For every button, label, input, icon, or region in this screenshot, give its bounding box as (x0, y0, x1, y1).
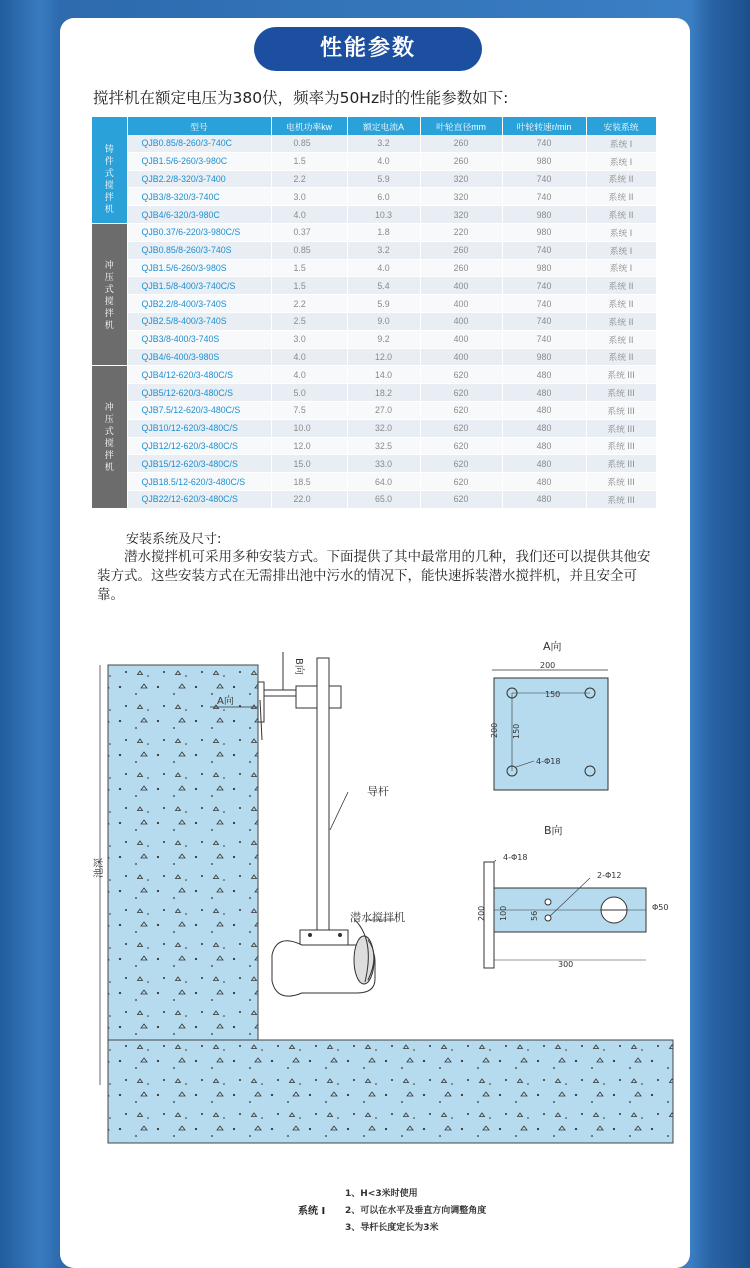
value-cell: 12.0 (347, 348, 420, 366)
model-cell: QJB18.5/12-620/3-480C/S (127, 473, 271, 491)
value-cell: 系统 II (586, 188, 656, 206)
intro-text: 搅拌机在额定电压为380伏，频率为50Hz时的性能参数如下: (93, 89, 509, 107)
model-cell: QJB10/12-620/3-480C/S (127, 419, 271, 437)
value-cell: 32.5 (347, 437, 420, 455)
value-cell: 系统 I (586, 223, 656, 241)
value-cell: 系统 III (586, 366, 656, 384)
value-cell: 系统 II (586, 170, 656, 188)
value-cell: 620 (420, 419, 502, 437)
value-cell: 2.5 (271, 312, 347, 330)
value-cell: 0.37 (271, 223, 347, 241)
value-cell: 400 (420, 330, 502, 348)
value-cell: 620 (420, 401, 502, 419)
value-cell: 980 (502, 152, 586, 170)
value-cell: 5.4 (347, 277, 420, 295)
view-b-dim-small: 56 (530, 910, 539, 921)
header-cell: 叶轮转速r/min (502, 117, 586, 135)
a-direction-label: A向 (217, 696, 234, 707)
value-cell: 32.0 (347, 419, 420, 437)
value-cell: 740 (502, 295, 586, 313)
pool-floor (108, 1040, 673, 1143)
value-cell: 740 (502, 170, 586, 188)
value-cell: 740 (502, 241, 586, 259)
page-title: 性能参数 (254, 27, 482, 71)
system-note: 1、H<3米时使用 (345, 1189, 418, 1199)
view-a-hole-label: 4-Φ18 (536, 757, 561, 766)
value-cell: 4.0 (271, 348, 347, 366)
model-cell: QJB22/12-620/3-480C/S (127, 490, 271, 508)
value-cell: 980 (502, 348, 586, 366)
value-cell: 9.0 (347, 312, 420, 330)
value-cell: 33.0 (347, 455, 420, 473)
value-cell: 系统 III (586, 455, 656, 473)
value-cell: 480 (502, 384, 586, 402)
value-cell: 14.0 (347, 366, 420, 384)
header-cell: 叶轮直径mm (420, 117, 502, 135)
value-cell: 系统 I (586, 152, 656, 170)
value-cell: 1.5 (271, 152, 347, 170)
value-cell: 980 (502, 259, 586, 277)
view-b-dim-length: 300 (558, 960, 574, 969)
value-cell: 980 (502, 223, 586, 241)
value-cell: 5.0 (271, 384, 347, 402)
model-cell: QJB1.5/6-260/3-980S (127, 259, 271, 277)
value-cell: 620 (420, 490, 502, 508)
value-cell: 27.0 (347, 401, 420, 419)
value-cell: 系统 III (586, 401, 656, 419)
value-cell: 系统 II (586, 277, 656, 295)
model-cell: QJB12/12-620/3-480C/S (127, 437, 271, 455)
pool-depth-label: 池深 (94, 858, 105, 878)
value-cell: 260 (420, 152, 502, 170)
value-cell: 740 (502, 277, 586, 295)
view-b-dim-inner: 100 (499, 905, 508, 921)
group-label-text: 冲压式搅拌机 (104, 402, 114, 473)
value-cell: 320 (420, 206, 502, 224)
model-cell: QJB7.5/12-620/3-480C/S (127, 401, 271, 419)
view-a-dim-inner: 150 (545, 690, 561, 699)
view-b-hole-top: 4-Φ18 (503, 853, 528, 862)
view-b-pipe-label: Φ50 (652, 903, 669, 912)
value-cell: 400 (420, 348, 502, 366)
model-cell: QJB3/8-320/3-740C (127, 188, 271, 206)
value-cell: 1.5 (271, 277, 347, 295)
header-cell: 额定电流A (347, 117, 420, 135)
value-cell: 0.85 (271, 241, 347, 259)
view-b-title: B向 (544, 824, 563, 837)
value-cell: 320 (420, 188, 502, 206)
value-cell: 9.2 (347, 330, 420, 348)
value-cell: 系统 III (586, 490, 656, 508)
value-cell: 4.0 (271, 206, 347, 224)
value-cell: 260 (420, 135, 502, 152)
value-cell: 480 (502, 490, 586, 508)
mixer-label: 潜水搅拌机 (350, 911, 405, 924)
value-cell: 7.5 (271, 401, 347, 419)
view-a-title: A向 (543, 640, 562, 653)
value-cell: 620 (420, 473, 502, 491)
model-cell: QJB2.5/8-400/3-740S (127, 312, 271, 330)
value-cell: 320 (420, 170, 502, 188)
value-cell: 220 (420, 223, 502, 241)
value-cell: 3.0 (271, 330, 347, 348)
value-cell: 系统 II (586, 330, 656, 348)
model-cell: QJB2.2/8-320/3-7400 (127, 170, 271, 188)
group-label-text: 铸件式搅拌机 (104, 143, 114, 214)
value-cell: 系统 II (586, 206, 656, 224)
mixer-unit (272, 920, 375, 996)
value-cell: 4.0 (347, 259, 420, 277)
view-b-hole-small: 2-Φ12 (597, 871, 622, 880)
value-cell: 3.2 (347, 135, 420, 152)
value-cell: 2.2 (271, 295, 347, 313)
group-label-text: 冲压式搅拌机 (104, 259, 114, 330)
value-cell: 480 (502, 455, 586, 473)
value-cell: 740 (502, 312, 586, 330)
value-cell: 740 (502, 330, 586, 348)
value-cell: 64.0 (347, 473, 420, 491)
value-cell: 620 (420, 384, 502, 402)
value-cell: 480 (502, 473, 586, 491)
system-label: 系统 I (298, 1206, 326, 1217)
system-notes (345, 1186, 486, 1237)
view-a-dim-outer: 200 (540, 661, 556, 670)
value-cell: 系统 II (586, 312, 656, 330)
value-cell: 740 (502, 135, 586, 152)
value-cell: 系统 III (586, 473, 656, 491)
value-cell: 系统 III (586, 384, 656, 402)
value-cell: 3.2 (347, 241, 420, 259)
model-cell: QJB0.85/8-260/3-740C (127, 135, 271, 152)
value-cell: 10.3 (347, 206, 420, 224)
value-cell: 系统 III (586, 437, 656, 455)
value-cell: 65.0 (347, 490, 420, 508)
value-cell: 22.0 (271, 490, 347, 508)
value-cell: 400 (420, 295, 502, 313)
model-cell: QJB4/6-400/3-980S (127, 348, 271, 366)
value-cell: 620 (420, 366, 502, 384)
value-cell: 1.8 (347, 223, 420, 241)
value-cell: 4.0 (271, 366, 347, 384)
value-cell: 系统 I (586, 135, 656, 152)
value-cell: 620 (420, 455, 502, 473)
value-cell: 0.85 (271, 135, 347, 152)
model-cell: QJB1.5/6-260/3-980C (127, 152, 271, 170)
model-cell: QJB5/12-620/3-480C/S (127, 384, 271, 402)
b-direction-label: B向 (293, 658, 304, 675)
value-cell: 10.0 (271, 419, 347, 437)
value-cell: 400 (420, 312, 502, 330)
value-cell: 系统 II (586, 348, 656, 366)
value-cell: 系统 I (586, 241, 656, 259)
value-cell: 18.5 (271, 473, 347, 491)
value-cell: 6.0 (347, 188, 420, 206)
value-cell: 480 (502, 419, 586, 437)
value-cell: 480 (502, 401, 586, 419)
view-a-dim-side-inner: 150 (512, 723, 521, 739)
pool-wall (108, 665, 258, 1043)
value-cell: 系统 III (586, 419, 656, 437)
value-cell: 5.9 (347, 295, 420, 313)
model-cell: QJB3/8-400/3-740S (127, 330, 271, 348)
model-cell: QJB4/12-620/3-480C/S (127, 366, 271, 384)
install-title: 安装系统及尺寸: (126, 532, 222, 547)
value-cell: 260 (420, 259, 502, 277)
model-cell: QJB15/12-620/3-480C/S (127, 455, 271, 473)
value-cell: 1.5 (271, 259, 347, 277)
install-description: 潜水搅拌机可采用多种安装方式。下面提供了其中最常用的几种，我们还可以提供其他安装方式。这些安装方式在无需排出池中污水的情况下，能快速拆装潜水搅拌机，并且安全可靠。 (97, 549, 651, 603)
value-cell: 3.0 (271, 188, 347, 206)
header-cell: 型号 (127, 117, 271, 135)
view-b-small-hole (545, 915, 551, 921)
value-cell: 620 (420, 437, 502, 455)
value-cell: 15.0 (271, 455, 347, 473)
value-cell: 系统 II (586, 295, 656, 313)
value-cell: 480 (502, 437, 586, 455)
value-cell: 2.2 (271, 170, 347, 188)
model-cell: QJB2.2/8-400/3-740S (127, 295, 271, 313)
header-cell: 安装系统 (586, 117, 656, 135)
guide-label: 导杆 (367, 785, 389, 798)
system-note: 3、导杆长度定长为3米 (345, 1223, 439, 1233)
view-b-small-hole (545, 899, 551, 905)
header-cell: 电机功率kw (271, 117, 347, 135)
value-cell: 5.9 (347, 170, 420, 188)
model-cell: QJB0.37/6-220/3-980C/S (127, 223, 271, 241)
model-cell: QJB4/6-320/3-980C (127, 206, 271, 224)
value-cell: 12.0 (271, 437, 347, 455)
value-cell: 400 (420, 277, 502, 295)
model-cell: QJB1.5/8-400/3-740C/S (127, 277, 271, 295)
value-cell: 系统 I (586, 259, 656, 277)
model-cell: QJB0.85/8-260/3-740S (127, 241, 271, 259)
view-a-dim-side: 200 (490, 722, 499, 738)
value-cell: 480 (502, 366, 586, 384)
system-note: 2、可以在水平及垂直方向调整角度 (345, 1206, 487, 1216)
guide-rod (317, 658, 329, 933)
value-cell: 18.2 (347, 384, 420, 402)
view-b-dim-height: 200 (477, 905, 486, 921)
value-cell: 740 (502, 188, 586, 206)
value-cell: 980 (502, 206, 586, 224)
value-cell: 4.0 (347, 152, 420, 170)
guide-leader (330, 792, 348, 830)
value-cell: 260 (420, 241, 502, 259)
